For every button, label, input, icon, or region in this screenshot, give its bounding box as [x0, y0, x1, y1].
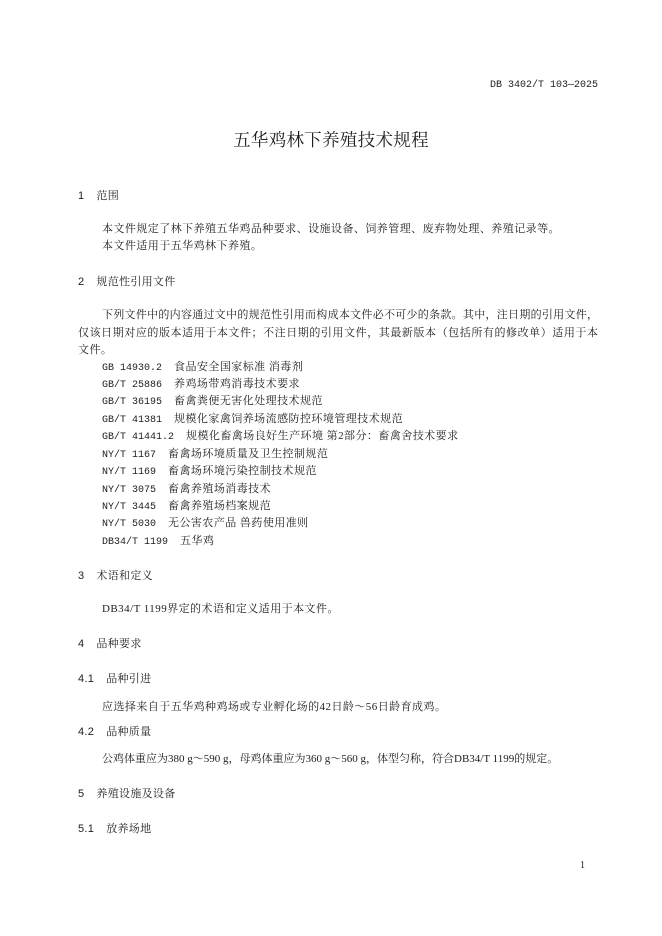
reference-item	[102, 359, 303, 377]
section-5-heading	[78, 786, 176, 803]
reference-item	[102, 481, 271, 499]
section-2-intro-line: 下列文件中的内容通过文中的规范性引用而构成本文件必不可少的条款。其中，注日期的引用文件，	[102, 309, 598, 321]
reference-title: 畜禽场环境质量及卫生控制规范	[168, 448, 329, 460]
reference-item	[102, 376, 300, 394]
subsection-5-1-heading	[78, 821, 151, 838]
section-number: 2	[78, 276, 85, 288]
reference-item	[102, 393, 323, 411]
reference-item	[102, 446, 328, 464]
section-number: 5	[78, 788, 85, 800]
section-label: 范围	[96, 190, 120, 202]
section-2-intro-line: 仅该日期对应的版本适用于本文件；不注日期的引用文件，其最新版本（包括所有的修改单）适用于本	[78, 327, 598, 339]
subsection-number: 5.1	[78, 823, 95, 835]
reference-title: 规模化畜禽场良好生产环境 第2部分：畜禽舍技术要求	[186, 430, 459, 442]
reference-title: 畜禽场环境污染控制技术规范	[168, 465, 317, 477]
document-code: DB 3402/T 103—2025	[489, 80, 598, 91]
reference-code: NY/T 1169	[102, 467, 157, 478]
reference-item	[102, 533, 214, 551]
subsection-4-2-paragraph: 公鸡体重应为380 g～590 g，母鸡体重应为360 g～560 g，体型匀称，符合DB34/T 1199的规定。	[102, 753, 559, 765]
reference-title: 五华鸡	[180, 535, 215, 547]
section-label: 品种要求	[96, 638, 142, 650]
section-number: 3	[78, 570, 85, 582]
section-number: 4	[78, 638, 85, 650]
reference-title: 规模化家禽饲养场流感防控环境管理技术规范	[174, 413, 404, 425]
page-number: 1	[580, 860, 585, 871]
subsection-label: 品种引进	[106, 673, 152, 685]
reference-code: NY/T 3075	[102, 485, 157, 496]
reference-title: 畜禽养殖场档案规范	[168, 500, 272, 512]
section-3-paragraph: DB34/T 1199界定的术语和定义适用于本文件。	[102, 603, 339, 615]
section-4-heading	[78, 636, 142, 653]
reference-code: GB/T 41381	[102, 415, 163, 426]
reference-title: 养鸡场带鸡消毒技术要求	[174, 378, 300, 390]
reference-code: GB/T 25886	[102, 380, 163, 391]
subsection-number: 4.2	[78, 726, 95, 738]
subsection-label: 品种质量	[106, 726, 152, 738]
subsection-number: 4.1	[78, 673, 95, 685]
reference-title: 无公害农产品 兽药使用准则	[168, 517, 309, 529]
reference-item	[102, 411, 403, 429]
reference-title: 畜禽养殖场消毒技术	[168, 483, 272, 495]
subsection-4-1-paragraph: 应选择来自于五华鸡种鸡场或专业孵化场的42日龄～56日龄育成鸡。	[102, 701, 447, 713]
document-title: 五华鸡林下养殖技术规程	[233, 130, 429, 150]
reference-title: 畜禽粪便无害化处理技术规范	[174, 395, 323, 407]
reference-item	[102, 428, 459, 446]
section-label: 术语和定义	[96, 570, 153, 582]
section-1-heading	[78, 188, 119, 205]
reference-code: GB 14930.2	[102, 363, 163, 374]
reference-code: NY/T 3445	[102, 502, 157, 513]
reference-item	[102, 463, 317, 481]
section-label: 规范性引用文件	[96, 276, 176, 288]
subsection-4-1-heading	[78, 671, 151, 688]
section-2-heading	[78, 274, 176, 291]
reference-code: GB/T 41441.2	[102, 432, 175, 443]
reference-item	[102, 498, 271, 516]
reference-code: NY/T 5030	[102, 519, 157, 530]
reference-code: GB/T 36195	[102, 397, 163, 408]
section-1-paragraph: 本文件适用于五华鸡林下养殖。	[102, 240, 263, 252]
section-3-heading	[78, 568, 153, 585]
reference-code: NY/T 1167	[102, 450, 157, 461]
section-1-paragraph: 本文件规定了林下养殖五华鸡品种要求、设施设备、饲养管理、废弃物处理、养殖记录等。	[102, 223, 560, 235]
subsection-label: 放养场地	[106, 823, 152, 835]
reference-item	[102, 515, 309, 533]
section-2-intro-line: 文件。	[78, 344, 113, 356]
subsection-4-2-heading	[78, 724, 151, 741]
section-label: 养殖设施及设备	[96, 788, 176, 800]
reference-title: 食品安全国家标准 消毒剂	[174, 361, 304, 373]
reference-code: DB34/T 1199	[102, 537, 169, 548]
section-number: 1	[78, 190, 85, 202]
